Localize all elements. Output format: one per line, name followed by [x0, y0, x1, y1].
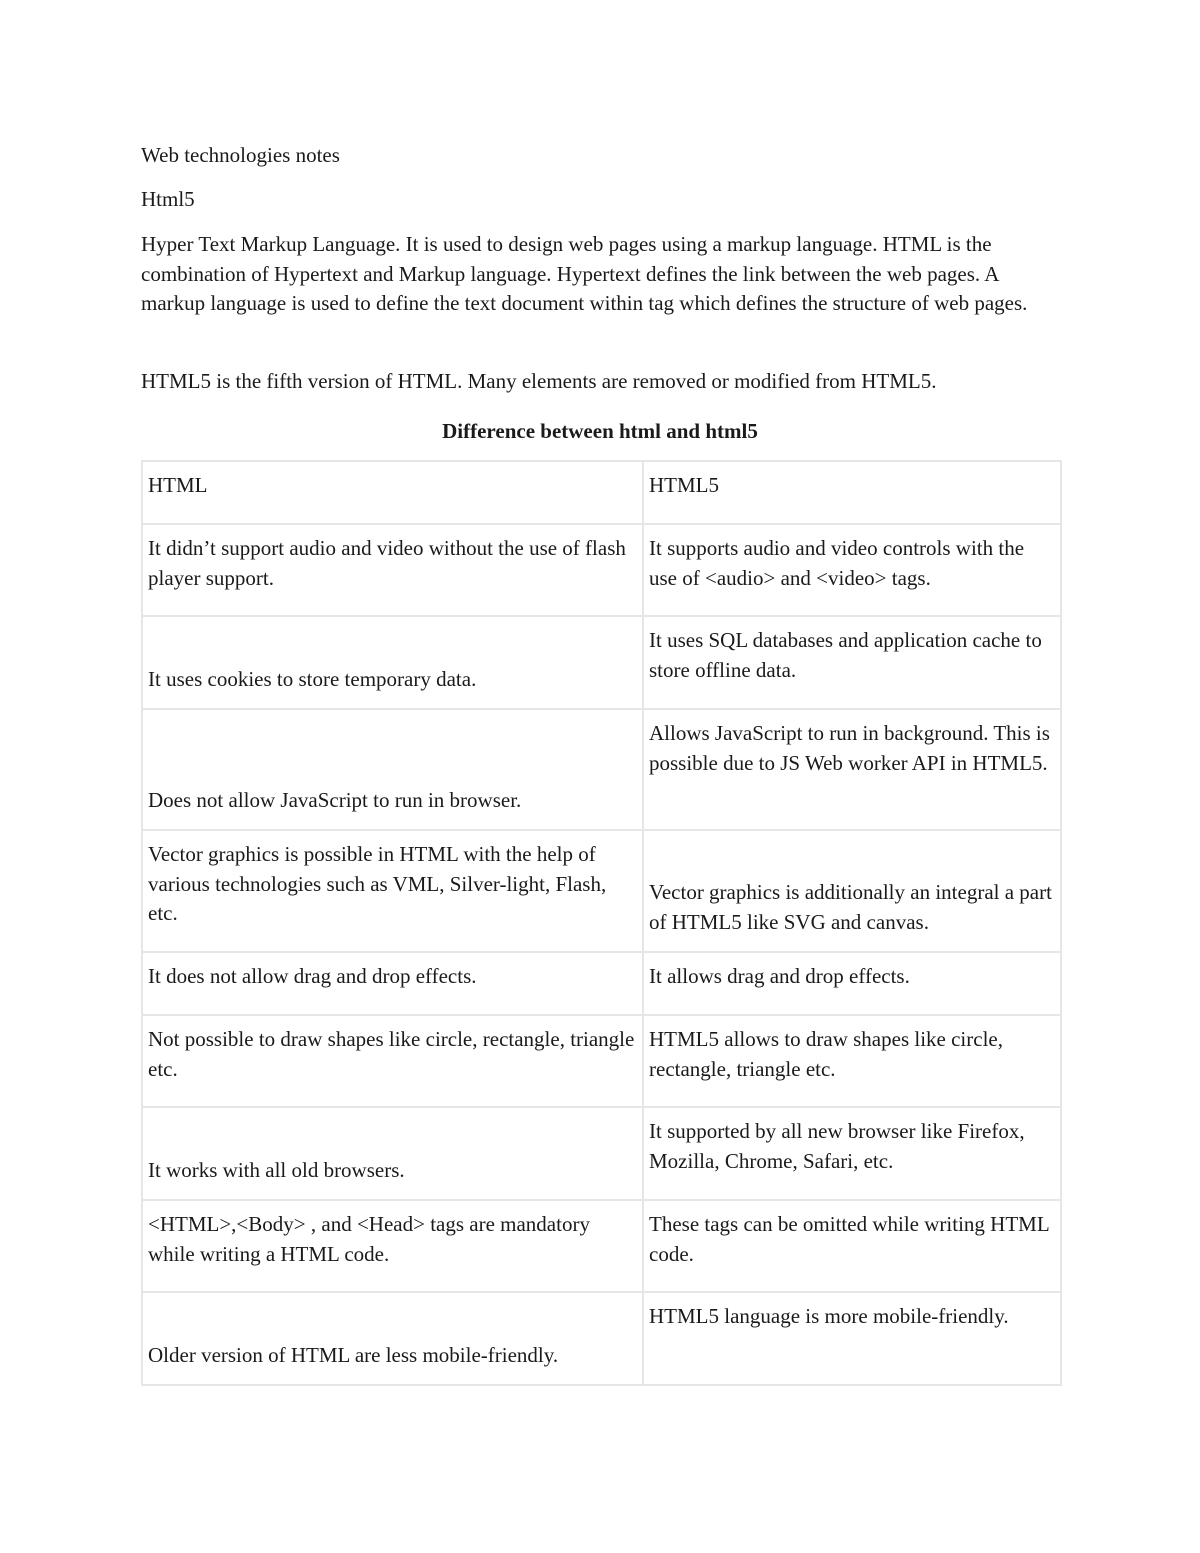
table-row	[142, 616, 1061, 709]
document-title: Web technologies notes	[141, 143, 340, 167]
table-heading: Difference between html and html5	[442, 419, 758, 443]
cell-html: It didn’t support audio and video without the use of flash player support.	[142, 524, 643, 616]
cell-html5: It supported by all new browser like Firefox, Mozilla, Chrome, Safari, etc.	[643, 1107, 1061, 1200]
table-row	[142, 952, 1061, 1015]
cell-html5: HTML5 language is more mobile-friendly.	[643, 1292, 1061, 1385]
cell-html: It uses cookies to store temporary data.	[142, 616, 643, 709]
html5-paragraph: HTML5 is the fifth version of HTML. Many elements are removed or modified from HTML5.	[141, 369, 937, 393]
table-row	[142, 524, 1061, 616]
table-row	[142, 830, 1061, 952]
cell-html5: Vector graphics is additionally an integral a part of HTML5 like SVG and canvas.	[643, 830, 1061, 952]
cell-html5: It allows drag and drop effects.	[643, 952, 1061, 1015]
section-title: Html5	[141, 187, 195, 211]
cell-html5: Allows JavaScript to run in background. This is possible due to JS Web worker API in HTML5.	[643, 709, 1061, 830]
intro-paragraph: Hyper Text Markup Language. It is used to design web pages using a markup language. HTML is the combination of Hypertext and Markup language. Hypertext defines the link between the web pages. A markup language is used to define the text document within tag which defines the structure of web pages.	[141, 232, 1028, 315]
table-row	[142, 1200, 1061, 1292]
cell-html: It works with all old browsers.	[142, 1107, 643, 1200]
table-header-row	[142, 461, 1061, 524]
cell-html5: These tags can be omitted while writing HTML code.	[643, 1200, 1061, 1292]
header-cell-html: HTML	[142, 461, 643, 524]
cell-html: Older version of HTML are less mobile-friendly.	[142, 1292, 643, 1385]
cell-html5: It uses SQL databases and application cache to store offline data.	[643, 616, 1061, 709]
table-row	[142, 1015, 1061, 1107]
comparison-table	[141, 460, 1062, 1386]
cell-html: Not possible to draw shapes like circle, rectangle, triangle etc.	[142, 1015, 643, 1107]
cell-html: <HTML>,<Body> , and <Head> tags are mandatory while writing a HTML code.	[142, 1200, 643, 1292]
table-row	[142, 709, 1061, 830]
cell-html: Does not allow JavaScript to run in browser.	[142, 709, 643, 830]
header-cell-html5: HTML5	[643, 461, 1061, 524]
table-row	[142, 1107, 1061, 1200]
table-row	[142, 1292, 1061, 1385]
cell-html: It does not allow drag and drop effects.	[142, 952, 643, 1015]
cell-html5: HTML5 allows to draw shapes like circle, rectangle, triangle etc.	[643, 1015, 1061, 1107]
cell-html: Vector graphics is possible in HTML with the help of various technologies such as VML, Silver-light, Flash, etc.	[142, 830, 643, 952]
cell-html5: It supports audio and video controls with the use of <audio> and <video> tags.	[643, 524, 1061, 616]
